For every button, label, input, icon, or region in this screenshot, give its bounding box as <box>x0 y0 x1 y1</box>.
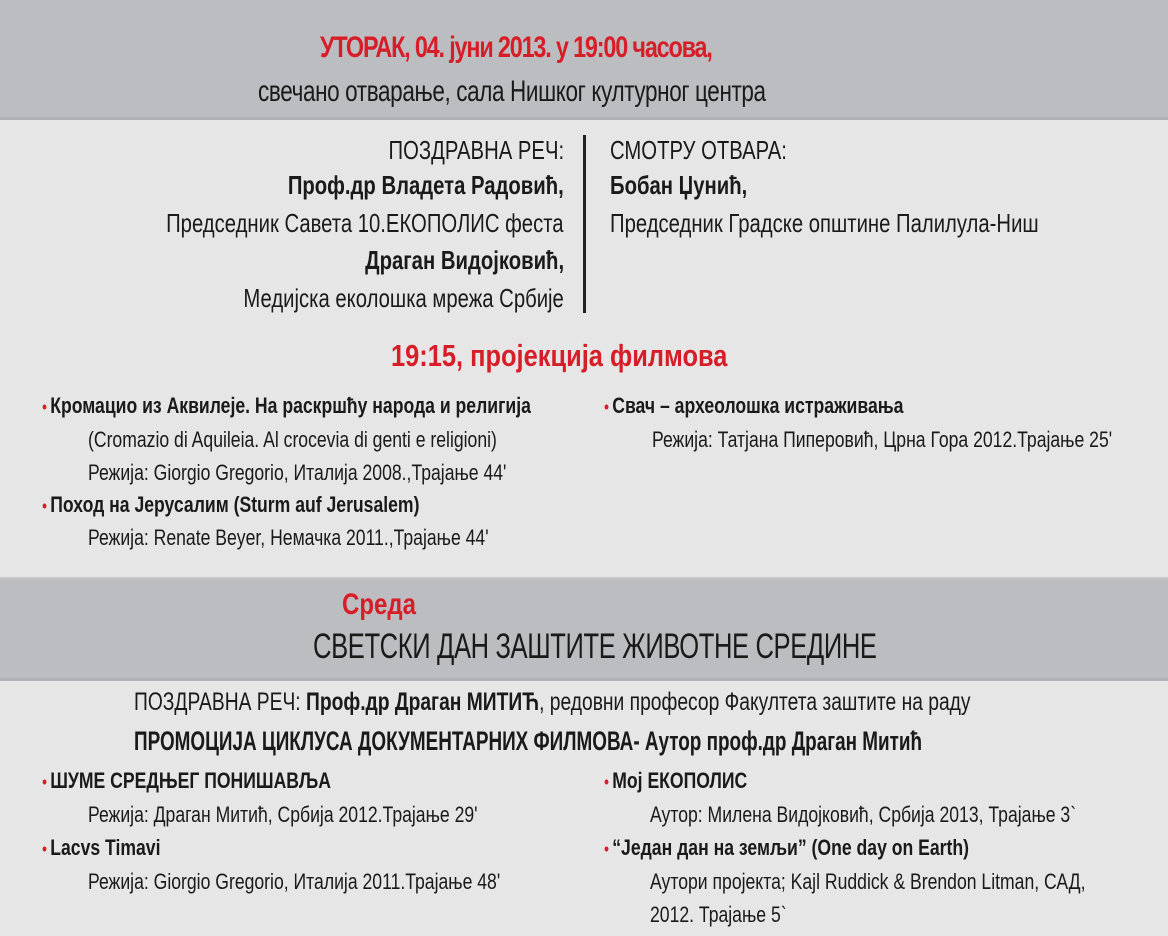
bullet-icon: • <box>604 772 610 792</box>
opening-label: СМОТРУ ОТВАРА: <box>610 135 787 165</box>
bullet-icon: • <box>42 772 48 792</box>
day2-promo: ПРОМОЦИЈА ЦИКЛУСА ДОКУМЕНТАРНИХ ФИЛМОВА- Аутор проф.др Драган Митић <box>134 726 923 756</box>
day1-heading: УТОРАК, 04. јуни 2013. у 19:00 часова, <box>320 31 712 64</box>
day2-heading: Среда <box>342 588 416 621</box>
film-original-title: (Cromazio di Aquileia. Al crocevia di genti e religioni) <box>88 427 497 452</box>
speaker-2-title: Медијска еколошка мрежа Србије <box>243 283 564 313</box>
film-item <box>42 835 160 861</box>
film-credits: Режија: Татјана Пиперовић, Црна Гора 2012.Трајање 25' <box>652 427 1113 452</box>
bullet-icon: • <box>42 496 48 516</box>
film-credits-continued: 2012. Трајање 5` <box>650 902 787 927</box>
film-credits: Режија: Giorgio Gregorio, Италија 2008.,Трајање 44' <box>88 460 507 485</box>
film-title: Поход на Јерусалим (Sturm auf Jerusalem) <box>50 492 420 517</box>
day2-subheading: СВЕТСКИ ДАН ЗАШТИТЕ ЖИВОТНЕ СРЕДИНЕ <box>313 627 877 666</box>
bullet-icon: • <box>604 839 610 859</box>
film-item <box>42 768 331 794</box>
day1-subheading: свечано отварање, сала Нишког културног центра <box>258 75 766 108</box>
film-credits: Режија: Renate Beyer, Немачка 2011.,Трајање 44' <box>88 525 489 550</box>
film-title: Lacvs Timavi <box>50 835 161 860</box>
film-item <box>604 768 747 794</box>
speaker-1-title: Председник Савета 10.ЕКОПОЛИС феста <box>166 208 564 238</box>
film-title: Мој ЕКОПОЛИС <box>612 768 748 793</box>
film-item <box>42 492 419 518</box>
speaker-1-name: Проф.др Владета Радовић, <box>288 170 564 200</box>
speaker-2-name: Драган Видојковић, <box>365 245 564 275</box>
bullet-icon: • <box>42 839 48 859</box>
film-item <box>604 393 903 419</box>
film-item <box>42 393 531 419</box>
bullet-icon: • <box>604 397 610 417</box>
opening-title: Председник Градске општине Палилула-Ниш <box>610 208 1039 238</box>
day2-greeting <box>134 688 971 717</box>
screening-heading: 19:15, пројекција филмова <box>391 338 728 373</box>
film-title: ШУМЕ СРЕДЊЕГ ПОНИШАВЉА <box>50 768 331 793</box>
film-credits: Аутори пројекта; Kajl Ruddick & Brendon Litman, САД, <box>650 869 1086 894</box>
film-title: Кромацио из Аквилеје. На раскршћу народа и религија <box>50 393 531 418</box>
opening-name: Бобан Џунић, <box>610 170 748 200</box>
column-divider <box>583 135 586 313</box>
film-title: “Један дан на земљи” (One day on Earth) <box>612 835 969 860</box>
day2-greeting-label: ПОЗДРАВНА РЕЧ: <box>134 688 301 716</box>
film-title: Свач – археолошка истраживања <box>612 393 904 418</box>
film-credits: Аутор: Милена Видојковић, Србија 2013, Трајање 3` <box>650 802 1077 827</box>
bullet-icon: • <box>42 397 48 417</box>
film-credits: Режија: Giorgio Gregorio, Италија 2011.Трајање 48' <box>88 869 501 894</box>
day2-greeting-name: Проф.др Драган МИТИЋ <box>306 688 540 716</box>
film-credits: Режија: Драган Митић, Србија 2012.Трајање 29' <box>88 802 478 827</box>
greeting-label: ПОЗДРАВНА РЕЧ: <box>388 135 564 165</box>
film-item <box>604 835 969 861</box>
day2-greeting-title: , редовни професор Факултета заштите на раду <box>539 688 971 716</box>
